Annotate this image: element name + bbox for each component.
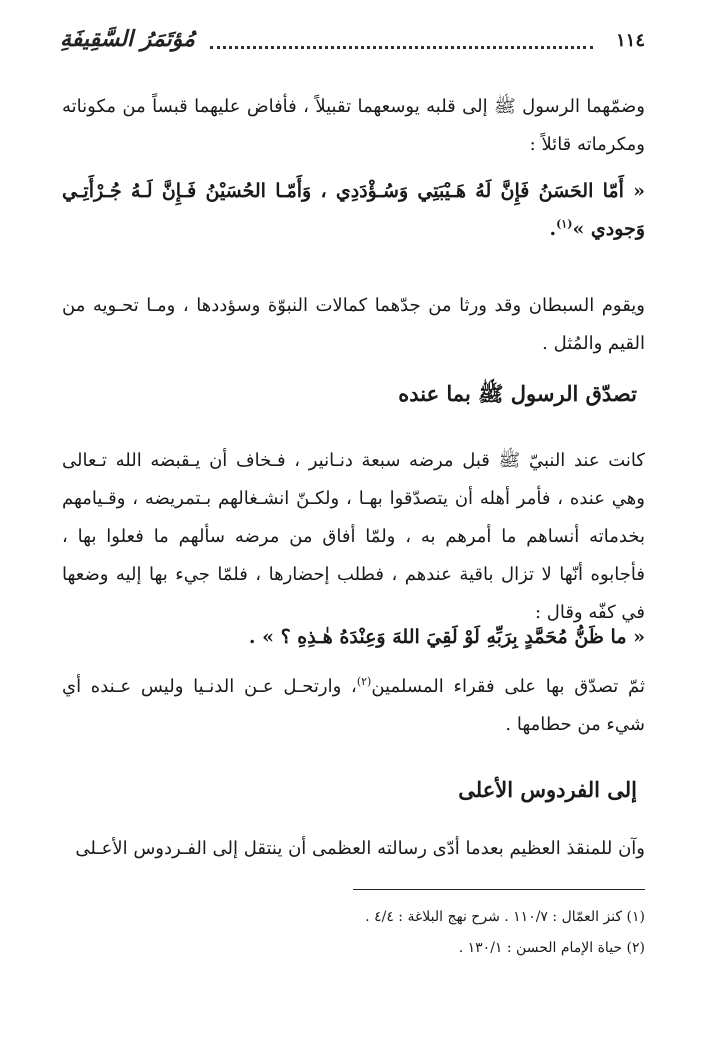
quote-hasanayn-text: « أَمّا الحَسَنُ فَإِنَّ لَهُ هَـيْبَتِي وَسُـؤْدَدِي ، وَأَمّـا الحُسَيْنُ فَـإِنَّ لَـهُ جُـرْأَتِـي وَجودي » <box>62 180 645 240</box>
paragraph-5: وآن للمنقذ العظيم بعدما أدّى رسالته العظمى أن ينتقل إلى الفـردوس الأعـلى <box>75 838 645 859</box>
header-dotted-leader <box>210 46 593 49</box>
paragraph-1: وضمّهما الرسول ﷺ إلى قلبه يوسعهما تقبيلاً ، فأفاض عليهما قبساً من مكوناته ومكرماته قائلاً : <box>62 96 645 155</box>
footnote-1: (١) كنز العمّال : ١١٠/٧ . شرح نهج البلاغة : ٤/٤ . <box>365 909 645 925</box>
footnote-separator <box>353 889 645 890</box>
section-heading-2: إلى الفردوس الأعلى <box>458 777 637 802</box>
paragraph-3: كانت عند النبيّ ﷺ قبل مرضه سبعة دنـانير ، فـخاف أن يـقبضه الله تـعالى وهي عنده ، فأمر أهله أن يتصدّقوا بهـا ، ولكـنّ انشـغالهم بـتمريضه ، وقـيامهم بخدماته أنساهم ما أمرهم به ، ولمّا أفاق من مرضه سألهم ما فعلوا بها ، فأجابوه أنّها لا تزال باقية عندهم ، فطلب إحضارها ، فلمّا جيء بها إليه وضعها في كفّه وقال : <box>62 450 645 623</box>
paragraph-4-end: ، وارتحـل عـن الدنـيا وليس عـنده أي شيء من حطامها . <box>62 676 645 735</box>
paragraph-4-start: ثمّ تصدّق بها على فقراء المسلمين <box>371 676 645 697</box>
page-number: ١١٤ <box>615 30 645 51</box>
section-heading-1: تصدّق الرسول ﷺ بما عنده <box>398 381 637 406</box>
footnote-ref-2: (٢) <box>356 675 372 688</box>
quote-hasanayn <box>62 172 645 248</box>
quote-prophet: « ما ظَنُّ مُحَمَّدٍ بِرَبِّهِ لَوْ لَقِيَ اللهَ وَعِنْدَهُ هٰـذِهِ ؟ » . <box>248 626 645 648</box>
footnote-2: (٢) حياة الإمام الحسن : ١٣٠/١ . <box>458 940 645 956</box>
page-header <box>60 26 645 66</box>
paragraph-4 <box>62 668 645 744</box>
paragraph-2: ويقوم السبطان وقد ورثا من جدّهما كمالات النبوّة وسؤددها ، ومـا تحـويه من القيم والمُثل . <box>62 295 645 354</box>
book-title: مُؤتَمَرُ السَّقِيفَةِ <box>60 26 195 52</box>
footnote-ref-1: (١) <box>556 217 573 231</box>
quote-period: . <box>549 218 557 240</box>
